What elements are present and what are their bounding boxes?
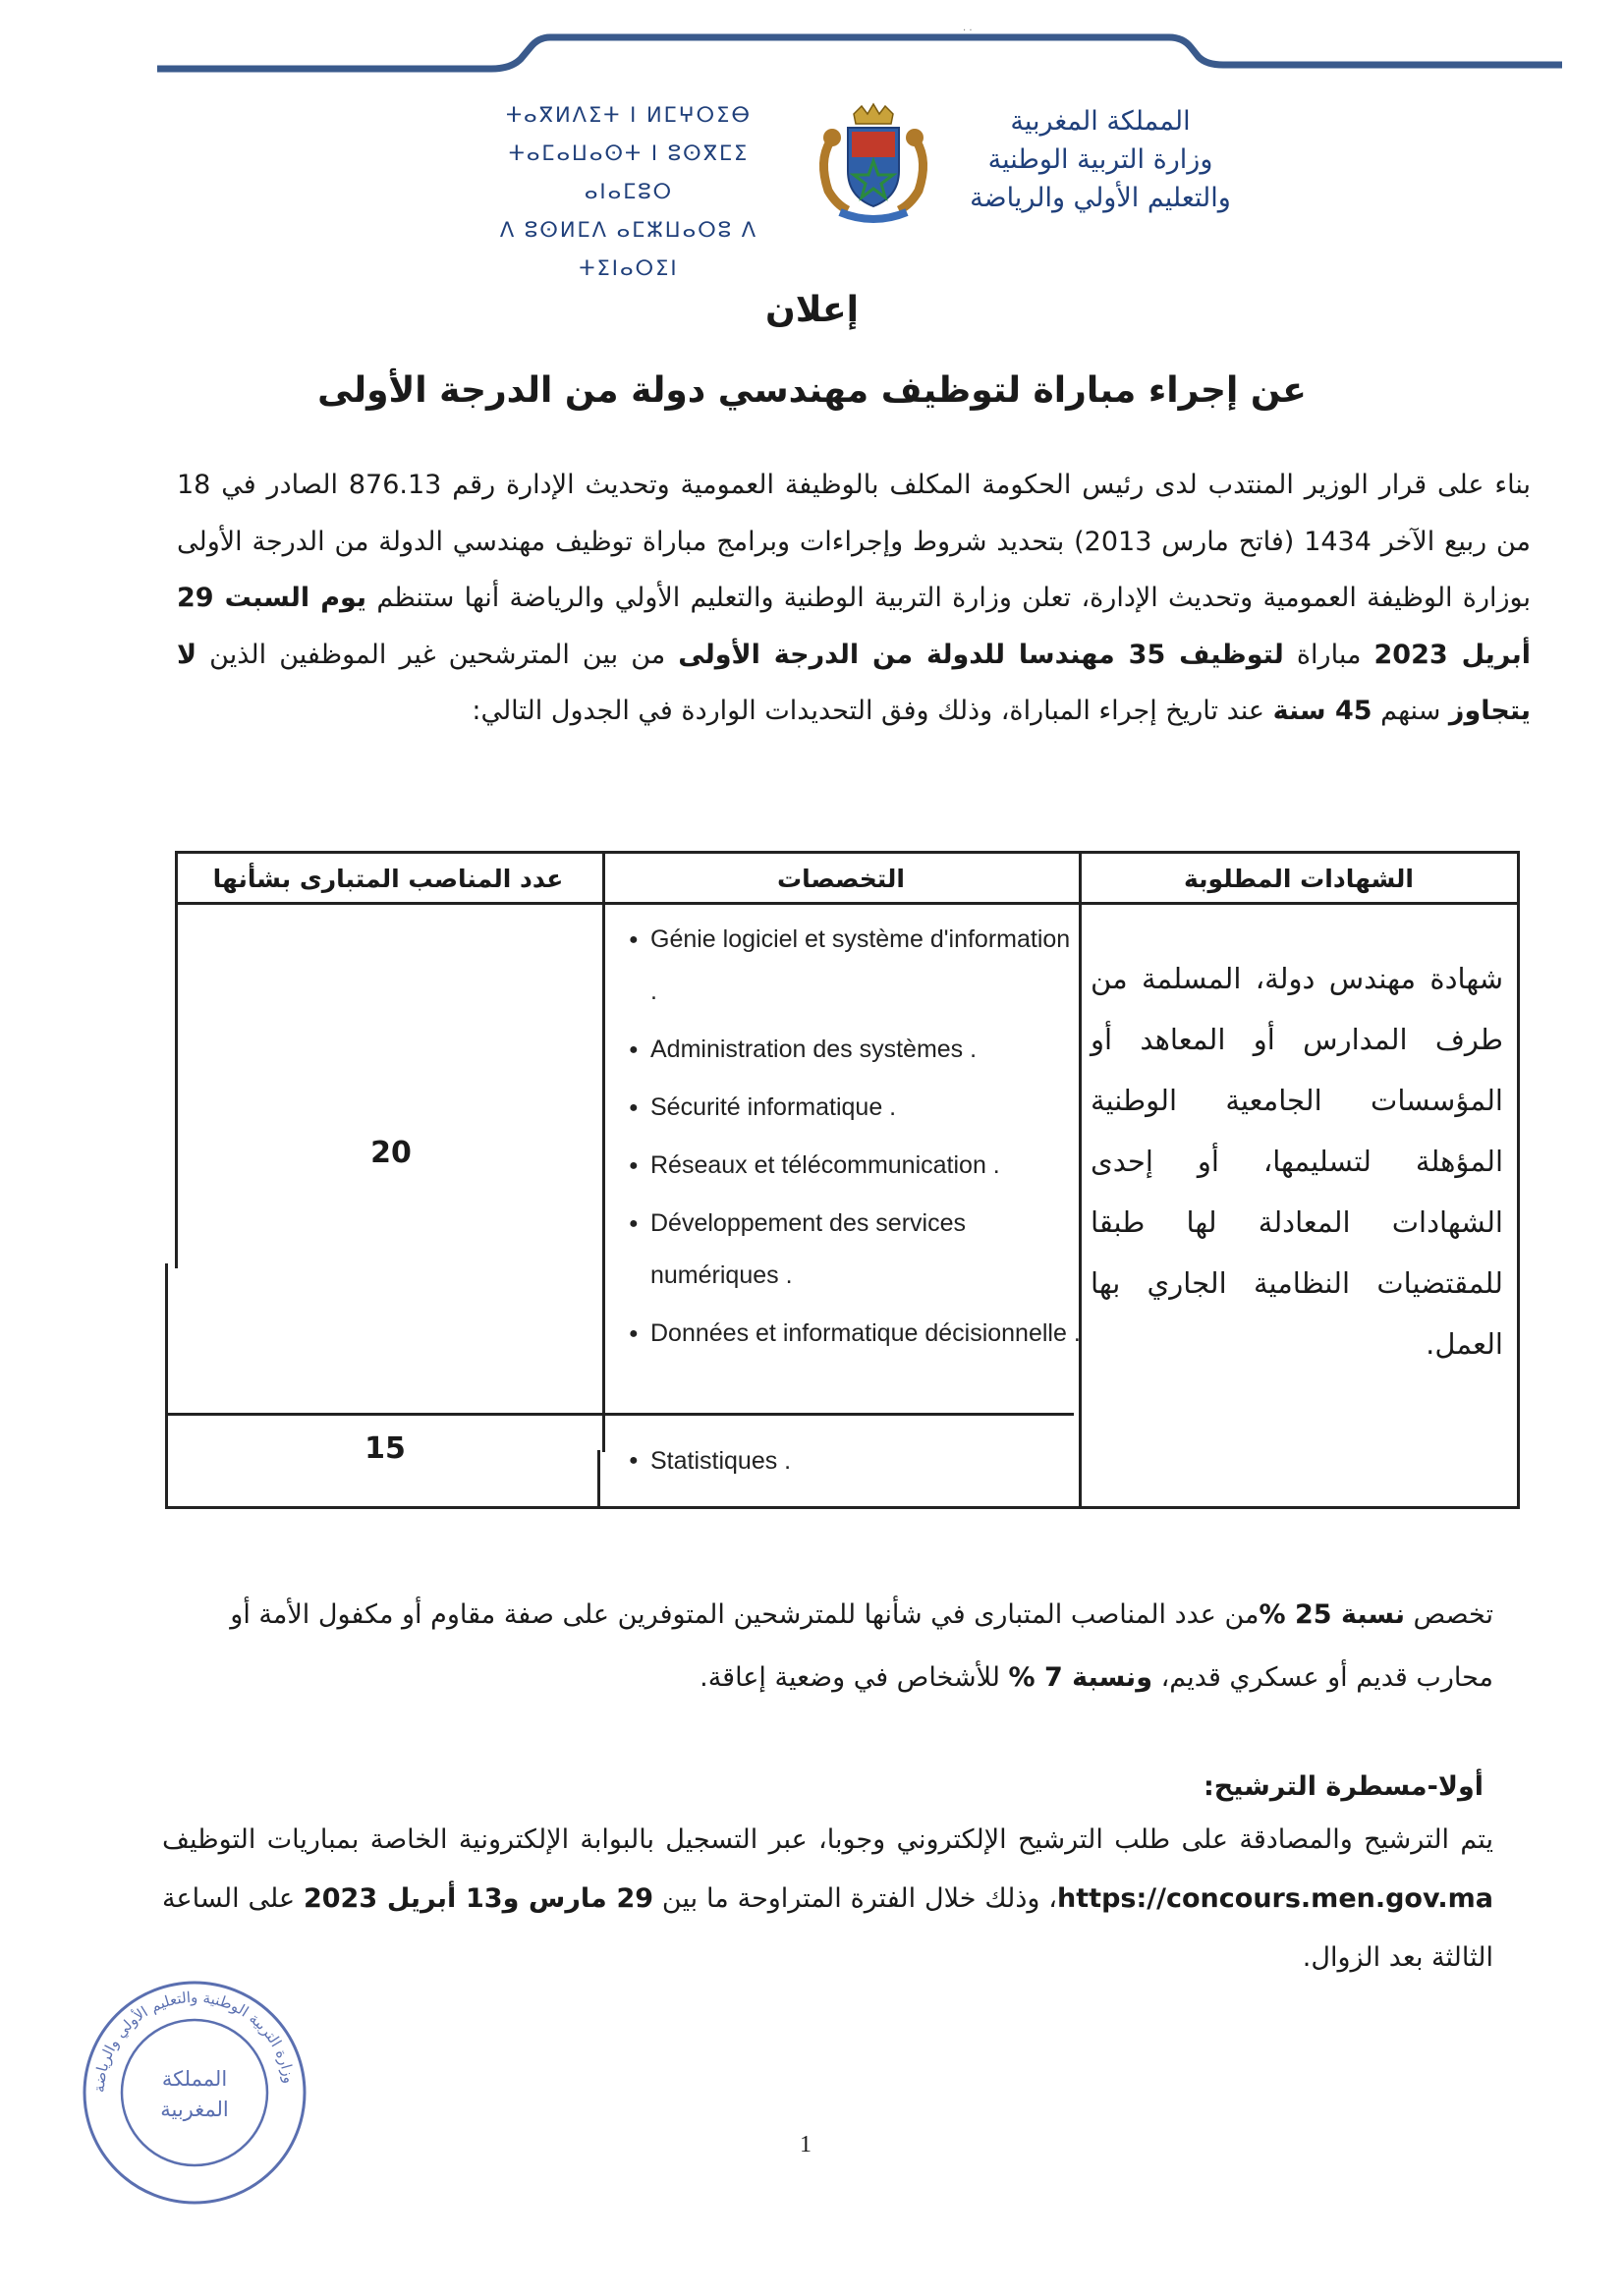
list-item: ● Génie logiciel et système d'information .	[629, 914, 1081, 1018]
list-item: ● Développement des services numériques .	[629, 1198, 1081, 1302]
header-posts: عدد المناصب المتبارى بشأنها	[212, 865, 564, 893]
intro-age-limit: 45 سنة	[1272, 696, 1372, 726]
specialties-list-group1	[629, 914, 1081, 1366]
intro-text: بناء على قرار الوزير المنتدب لدى رئيس الحكومة المكلف بالوظيفة العمومية وتحديث الإدارة رقم 876.13 الصادر في 18 من ربيع الآخر 1434 (فاتح مارس 2013) بتحديد شروط وإجراءات وبرامج مباراة توظيف مهندسي الدولة من الدرجة الأولى بوزارة الوظيفة العمومية وتحديث الإدارة، تعلن وزارة التربية الوطنية والتعليم الأولي والرياضة أنها ستنظم	[177, 470, 1531, 613]
header-band	[157, 20, 1562, 98]
tifinagh-line: ⴷ ⵓⵙⵍⵎⴷ ⴰⵎⵣⵡⴰⵔⵓ ⴷ ⵜⵉⵏⴰⵔⵉⵏ	[499, 218, 758, 280]
ministry-name-tifinagh	[462, 96, 796, 288]
posts-count-group2: 15	[364, 1431, 406, 1466]
list-item: ● Réseaux et télécommunication .	[629, 1140, 1081, 1192]
kingdom-name: المملكة المغربية	[1010, 106, 1191, 137]
intro-text: سنهم	[1372, 696, 1449, 726]
list-item: ● Administration des systèmes .	[629, 1024, 1081, 1076]
application-period: 29 مارس و13 أبريل 2023	[303, 1883, 654, 1914]
intro-exam-date: يوم السبت 29 أبريل 2023	[177, 583, 1531, 670]
svg-text:· ·: · ·	[963, 26, 973, 36]
announcement-subtitle: عن إجراء مباراة لتوظيف مهندسي دولة من الدرجة الأولى	[317, 370, 1307, 411]
intro-age-limit-prefix: لا يتجاوز	[177, 639, 1531, 726]
section-text: يتم الترشيح والمصادقة على طلب الترشيح الإلكتروني وجوبا، عبر التسجيل بالبوابة الإلكترونية الخاصة بمباريات التوظيف	[162, 1824, 1493, 1855]
intro-text: عند تاريخ إجراء المباراة، وذلك وفق التحديدات الواردة في الجدول التالي:	[472, 696, 1273, 726]
page-number: 1	[800, 2132, 812, 2157]
header-certificates: الشهادات المطلوبة	[1183, 865, 1414, 893]
intro-text: من بين المترشحين غير الموظفين الذين	[196, 639, 679, 670]
ministry-name-line2: والتعليم الأولي والرياضة	[970, 183, 1231, 213]
ministry-name-line1: وزارة التربية الوطنية	[987, 144, 1213, 175]
intro-paragraph	[177, 457, 1531, 740]
section-text: على الساعة الثالثة بعد الزوال.	[162, 1883, 1493, 1973]
official-stamp	[77, 1975, 312, 2211]
list-item: ● Données et informatique décisionnelle .	[629, 1308, 1081, 1360]
stamp-line: المغربية	[160, 2098, 229, 2121]
section-text: ، وذلك خلال الفترة المتراوحة ما بين	[653, 1883, 1058, 1914]
quota-veterans-rate: نسبة 25 %	[1259, 1599, 1405, 1630]
stamp-line: المملكة	[161, 2067, 228, 2091]
section-application-title: أولا-مسطرة الترشيح:	[1203, 1771, 1484, 1802]
list-item: ● Statistiques .	[629, 1436, 1081, 1485]
specialties-list-group2	[629, 1436, 1081, 1485]
posts-count-group1: 20	[370, 1136, 412, 1170]
certificate-cell: شهادة مهندس دولة، المسلمة من طرف المدارس أو المعاهد أو المؤسسات الجامعية الوطنية المؤهلة لتسليمها، أو إحدى الشهادات المعادلة لها طبقا للمقتضيات النظامية الجاري بها العمل.	[1091, 962, 1503, 1361]
tifinagh-line: ⵜⴰⵎⴰⵡⴰⵙⵜ ⵏ ⵓⵙⴳⵎⵉ ⴰⵏⴰⵎⵓⵔ	[508, 141, 750, 203]
stamp-ring-text: وزارة التربية الوطنية والتعليم الأولي والرياضة	[89, 1988, 299, 2094]
intro-text: مباراة	[1283, 639, 1374, 670]
intro-posts-count: لتوظيف 35 مهندسا للدولة من الدرجة الأولى	[678, 639, 1284, 670]
header-specialties: التخصصات	[777, 865, 905, 893]
quota-paragraph	[157, 1584, 1493, 1709]
quota-disability-rate: ونسبة 7 %	[1008, 1662, 1152, 1693]
application-portal-link[interactable]: https://concours.men.gov.ma	[1057, 1883, 1493, 1914]
quota-text: تخصص	[1404, 1599, 1493, 1630]
tifinagh-line: ⵜⴰⴳⵍⴷⵉⵜ ⵏ ⵍⵎⵖⵔⵉⴱ	[505, 103, 753, 127]
announcement-title: إعلان	[765, 290, 859, 330]
ministry-name-arabic	[938, 102, 1262, 217]
coat-of-arms-icon	[811, 102, 936, 230]
section-application-body	[162, 1811, 1493, 1988]
quota-text: للأشخاص في وضعية إعاقة.	[700, 1662, 1009, 1693]
list-item: ● Sécurité informatique .	[629, 1082, 1081, 1134]
quota-text: من عدد المناصب المتبارى في شأنها للمترشحين المتوفرين على صفة مقاوم أو مكفول الأمة أو محارب قديم أو عسكري قديم،	[230, 1599, 1493, 1693]
